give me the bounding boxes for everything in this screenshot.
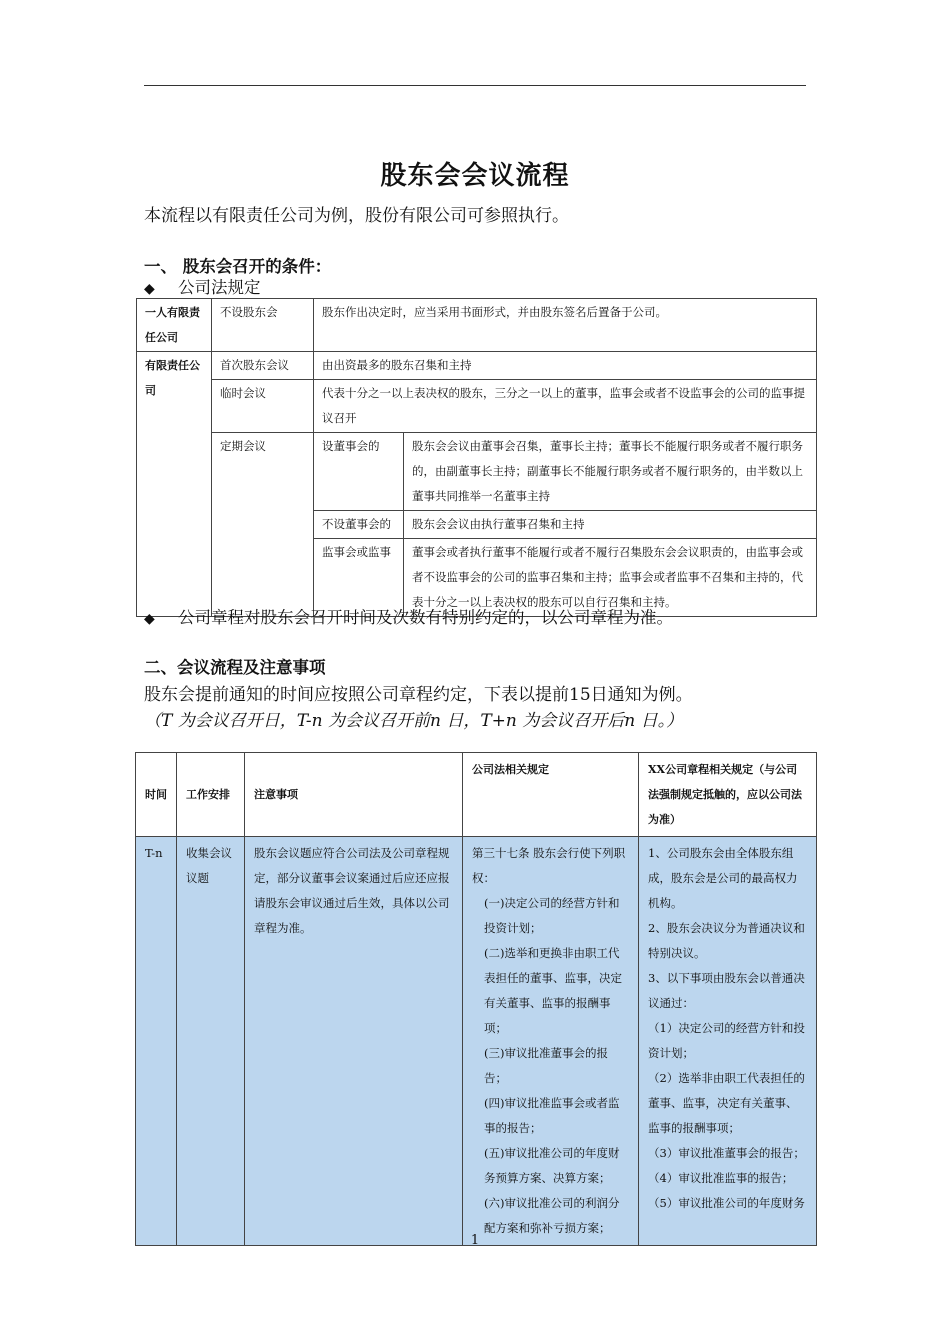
intro-paragraph: 本流程以有限责任公司为例，股份有限公司可参照执行。 <box>144 206 569 226</box>
header-charter: XX公司章程相关规定（与公司法强制规定抵触的，应以公司法为准） <box>639 753 817 837</box>
cell-law <box>463 837 639 1246</box>
table-cell: 股东会会议由董事会召集，董事长主持；董事长不能履行职务或者不履行职务的，由副董事长主持；副董事长不能履行职务或者不履行职务的，由半数以上董事共同推举一名董事主持 <box>404 433 817 511</box>
process-table <box>135 752 817 1246</box>
notice-paragraph: 股东会提前通知的时间应按照公司章程约定，下表以提前15日通知为例。 <box>144 685 693 705</box>
table-row <box>136 837 817 1246</box>
table-cell: 不设股东会 <box>212 299 314 352</box>
header-time: 时间 <box>136 753 177 837</box>
table-row <box>137 299 817 352</box>
table-cell: 由出资最多的股东召集和主持 <box>314 352 817 380</box>
charter-line: （5）审议批准公司的年度财务 <box>648 1196 805 1210</box>
conditions-table <box>136 298 817 617</box>
table-cell: 股东会会议由执行董事召集和主持 <box>404 511 817 539</box>
table-cell: 董事会或者执行董事不能履行或者不履行召集股东会会议职责的，由监事会或者不设监事会的公司的监事召集和主持；监事会或者监事不召集和主持的，代表十分之一以上表决权的股东可以自行召集和主持。 <box>404 539 817 617</box>
section2-heading: 二、会议流程及注意事项 <box>144 658 326 677</box>
table-cell: 有限责任公司 <box>137 352 212 617</box>
header-law: 公司法相关规定 <box>463 753 639 837</box>
law-line: (四)审议批准监事会或者监事的报告； <box>484 1096 620 1135</box>
table-cell: 临时会议 <box>212 380 314 433</box>
table-cell: 股东作出决定时，应当采用书面形式，并由股东签名后置备于公司。 <box>314 299 817 352</box>
cell-time: T-n <box>136 837 177 1246</box>
table-cell: 代表十分之一以上表决权的股东，三分之一以上的董事，监事会或者不设监事会的公司的监事提议召开 <box>314 380 817 433</box>
bullet-text: 公司章程对股东会召开时间及次数有特别约定的，以公司章程为准。 <box>178 608 673 627</box>
table-cell: 一人有限责任公司 <box>137 299 212 352</box>
law-line: (六)审议批准公司的利润分配方案和弥补亏损方案； <box>484 1196 620 1235</box>
header-work: 工作安排 <box>177 753 245 837</box>
charter-line: 1、公司股东会由全体股东组成，股东会是公司的最高权力机构。 <box>648 846 798 910</box>
table-cell: 首次股东会议 <box>212 352 314 380</box>
bullet-charter <box>144 604 673 628</box>
table-row <box>137 352 817 380</box>
section1-heading: 一、 股东会召开的条件： <box>144 257 332 276</box>
cell-charter <box>639 837 817 1246</box>
cell-work: 收集会议议题 <box>177 837 245 1246</box>
charter-line: （4）审议批准监事的报告； <box>648 1171 794 1185</box>
law-line: 第三十七条 股东会行使下列职权： <box>472 846 626 885</box>
table-cell: 不设董事会的 <box>314 511 404 539</box>
diamond-bullet-icon: ◆ <box>144 281 155 297</box>
header-rule <box>144 85 806 86</box>
table-cell: 监事会或监事 <box>314 539 404 617</box>
table-cell: 定期会议 <box>212 433 314 617</box>
law-line: (五)审议批准公司的年度财务预算方案、决算方案； <box>484 1146 620 1185</box>
law-line: (一)决定公司的经营方针和投资计划； <box>484 896 620 935</box>
cell-notes: 股东会议题应符合公司法及公司章程规定，部分议董事会议案通过后应还应报请股东会审议通过后生效，具体以公司章程为准。 <box>245 837 463 1246</box>
table-row <box>137 433 817 511</box>
table-cell: 设董事会的 <box>314 433 404 511</box>
charter-line: （1）决定公司的经营方针和投资计划； <box>648 1021 805 1060</box>
charter-line: （2）选举非由职工代表担任的董事、监事，决定有关董事、监事的报酬事项； <box>648 1071 805 1135</box>
header-notes: 注意事项 <box>245 753 463 837</box>
law-line: (三)审议批准董事会的报告； <box>484 1046 608 1085</box>
charter-line: 2、股东会决议分为普通决议和特别决议。 <box>648 921 805 960</box>
diamond-bullet-icon: ◆ <box>144 611 155 627</box>
table-row <box>137 380 817 433</box>
bullet-company-law <box>144 274 261 298</box>
notation-note: （T 为会议召开日，T-n 为会议召开前n 日，T+n 为会议召开后n 日。） <box>144 711 684 731</box>
document-title: 股东会会议流程 <box>380 161 570 191</box>
charter-line: 3、以下事项由股东会以普通决议通过： <box>648 971 805 1010</box>
table-header-row <box>136 753 817 837</box>
law-line: (二)选举和更换非由职工代表担任的董事、监事，决定有关董事、监事的报酬事项； <box>484 946 622 1035</box>
bullet-text: 公司法规定 <box>178 278 261 297</box>
page-number: 1 <box>470 1233 480 1248</box>
charter-line: （3）审议批准董事会的报告； <box>648 1146 805 1160</box>
